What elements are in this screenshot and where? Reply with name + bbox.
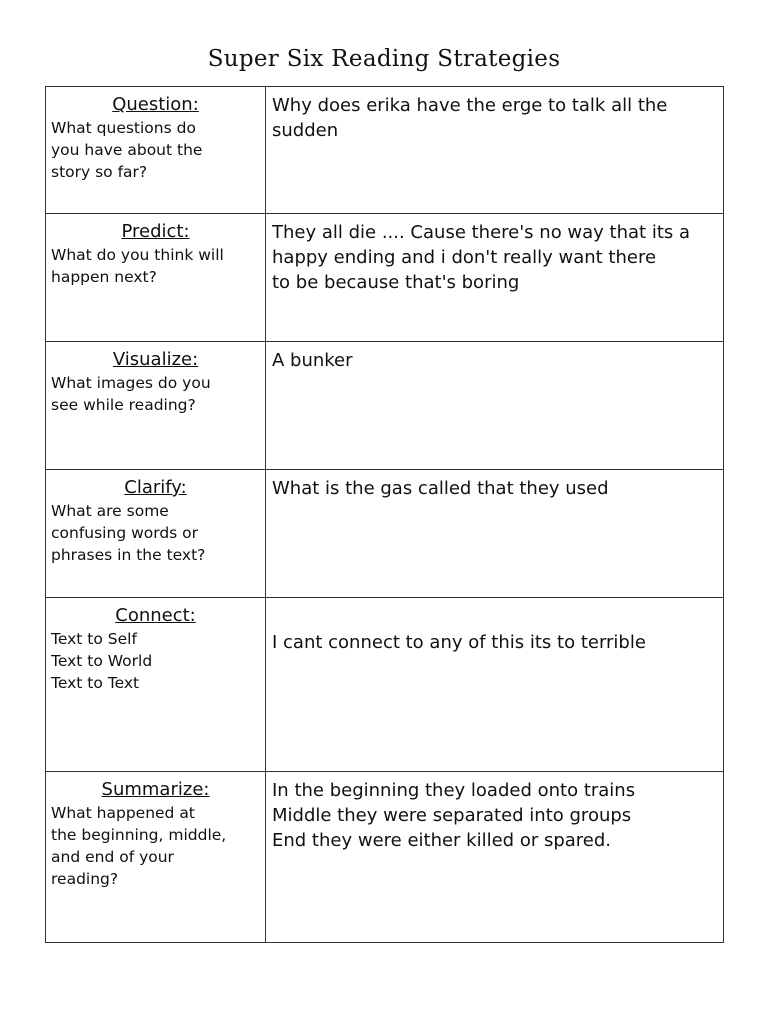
answer-cell-clarify[interactable]	[266, 470, 724, 598]
answer-cell-question[interactable]	[266, 87, 724, 214]
table-row-connect	[46, 598, 724, 772]
heading-visualize: Visualize:	[112, 349, 199, 370]
heading-connect: Connect:	[115, 605, 196, 626]
label-cell-clarify	[46, 470, 266, 598]
answer-cell-summarize[interactable]	[266, 772, 724, 943]
answer-clarify: What is the gas called that they used	[272, 478, 609, 499]
answer-summarize: In the beginning they loaded onto trains Middle they were separated into groups End they were either killed or spared.	[272, 780, 636, 851]
table-row-clarify	[46, 470, 724, 598]
heading-summarize: Summarize:	[101, 779, 210, 800]
label-cell-connect	[46, 598, 266, 772]
label-cell-predict	[46, 214, 266, 342]
heading-clarify: Clarify:	[124, 477, 187, 498]
table-row-predict	[46, 214, 724, 342]
prompt-predict: What do you think will happen next?	[51, 246, 224, 286]
heading-predict: Predict:	[121, 221, 190, 242]
prompt-summarize: What happened at the beginning, middle, and end of your reading?	[51, 804, 227, 888]
prompt-clarify: What are some confusing words or phrases in the text?	[51, 502, 206, 564]
label-cell-summarize	[46, 772, 266, 943]
answer-cell-visualize[interactable]	[266, 342, 724, 470]
label-cell-visualize	[46, 342, 266, 470]
answer-connect: I cant connect to any of this its to terrible	[272, 632, 646, 653]
answer-cell-connect[interactable]	[266, 598, 724, 772]
strategies-table	[45, 86, 724, 943]
answer-predict: They all die .... Cause there's no way that its a happy ending and i don't really want there to be because that's boring	[272, 222, 691, 293]
prompt-question: What questions do you have about the story so far?	[51, 119, 203, 181]
prompt-connect: Text to Self Text to World Text to Text	[51, 630, 153, 692]
answer-cell-predict[interactable]	[266, 214, 724, 342]
page-title: Super Six Reading Strategies	[207, 46, 561, 72]
label-cell-question	[46, 87, 266, 214]
heading-question: Question:	[112, 94, 199, 115]
table-row-visualize	[46, 342, 724, 470]
answer-visualize: A bunker	[272, 350, 353, 371]
table-row-summarize	[46, 772, 724, 943]
table-row-question	[46, 87, 724, 214]
answer-question: Why does erika have the erge to talk all the sudden	[272, 95, 668, 141]
prompt-visualize: What images do you see while reading?	[51, 374, 211, 414]
